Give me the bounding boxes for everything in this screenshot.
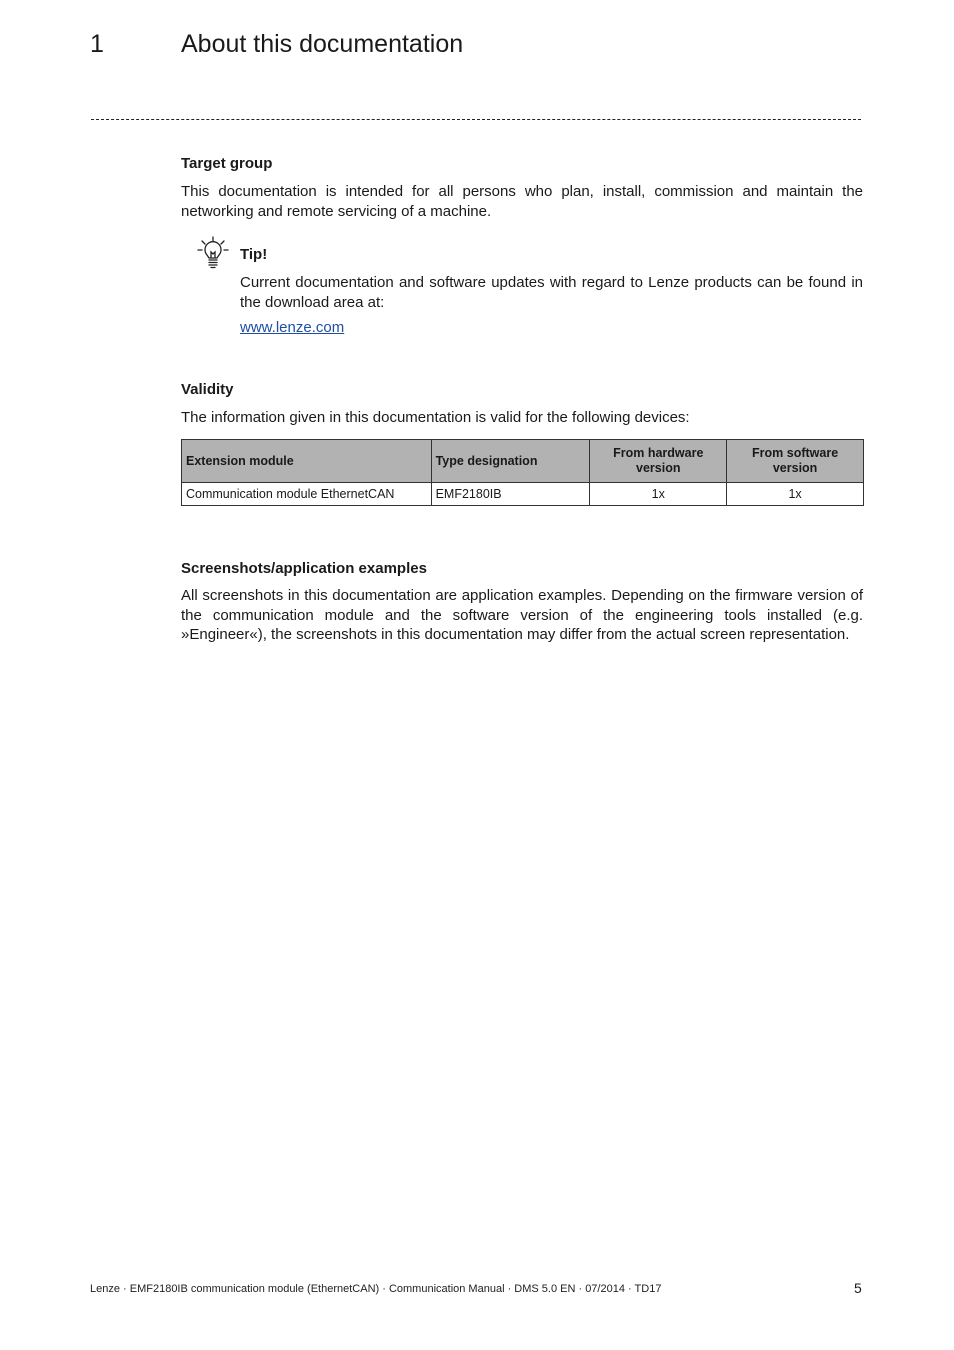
header-extension-module: Extension module	[182, 440, 432, 483]
tip-link-wrap	[240, 319, 863, 337]
chapter-number: 1	[90, 30, 104, 58]
tip-title-wrap	[240, 246, 863, 263]
screenshots-section	[181, 560, 863, 577]
validity-text: The information given in this documentation is valid for the following devices:	[181, 409, 690, 426]
header-divider	[91, 119, 861, 120]
validity-section	[181, 381, 863, 398]
table-row	[182, 483, 864, 506]
chapter-title: About this documentation	[181, 30, 464, 58]
target-group-heading: Target group	[181, 155, 273, 172]
header-type-designation: Type designation	[431, 440, 590, 483]
tip-body	[240, 273, 863, 312]
validity-body	[181, 408, 863, 428]
screenshots-text: All screenshots in this documentation are application examples. Depending on the firmware version of the communication module and the software version of the engineering tools installed (e.g. »Engineer«), the screenshots in this documentation may differ from the actual screen representation.	[181, 587, 863, 643]
tip-title: Tip!	[240, 246, 268, 263]
validity-heading: Validity	[181, 381, 234, 398]
table-header-row	[182, 440, 864, 483]
target-group-text: This documentation is intended for all persons who plan, install, commission and maintain the networking and remote servicing of a machine.	[181, 183, 863, 220]
lightbulb-icon	[196, 236, 230, 270]
screenshots-heading: Screenshots/application examples	[181, 560, 427, 577]
cell-hardware-version: 1x	[590, 483, 727, 506]
cell-type-designation: EMF2180IB	[431, 483, 590, 506]
header-software-version: From software version	[727, 440, 864, 483]
footer-text: Lenze · EMF2180IB communication module (EthernetCAN) · Communication Manual · DMS 5.0 EN · 07/2014 · TD17	[90, 1283, 662, 1295]
screenshots-body	[181, 586, 863, 645]
target-group-section	[181, 155, 863, 172]
lenze-website-link[interactable]: www.lenze.com	[240, 319, 345, 336]
header-hardware-version: From hardware version	[590, 440, 727, 483]
tip-text: Current documentation and software updates with regard to Lenze products can be found in the download area at:	[240, 274, 863, 311]
devices-table	[181, 439, 864, 506]
cell-extension-module: Communication module EthernetCAN	[182, 483, 432, 506]
page-number: 5	[854, 1280, 862, 1296]
target-group-body	[181, 182, 863, 221]
cell-software-version: 1x	[727, 483, 864, 506]
